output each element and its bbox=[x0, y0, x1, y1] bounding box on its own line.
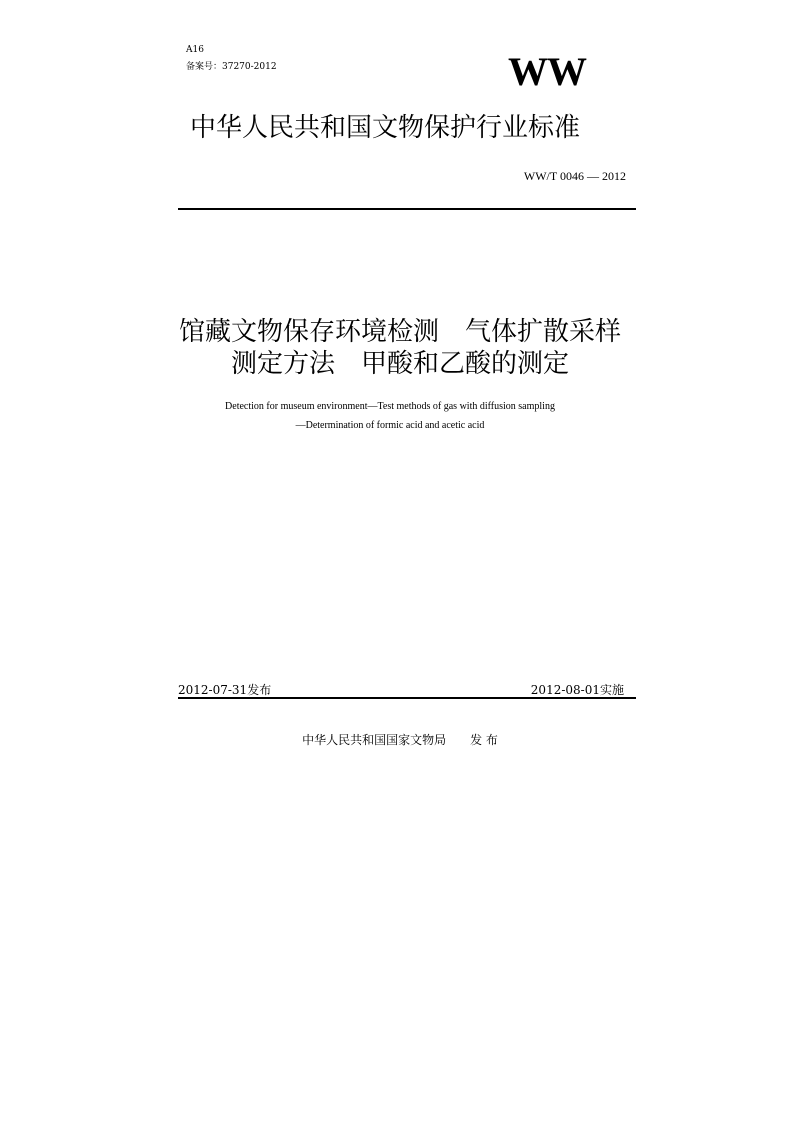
english-title-line-2: —Determination of formic acid and acetic acid bbox=[295, 420, 485, 431]
filing-number: 备案号：37270-2012 bbox=[186, 62, 277, 72]
header-divider bbox=[178, 208, 636, 210]
footer-divider bbox=[178, 697, 636, 699]
publisher: 中华人民共和国国家文物局 发 布 bbox=[302, 733, 498, 747]
standard-category-title: 中华人民共和国文物保护行业标准 bbox=[190, 113, 581, 143]
document-title-line-1: 馆藏文物保存环境检测 气体扩散采样 bbox=[178, 317, 621, 347]
standard-number: WW/T 0046 — 2012 bbox=[523, 169, 626, 183]
english-title-line-1: Detection for museum environment—Test methods of gas with diffusion sampling bbox=[225, 401, 555, 412]
issue-date: 2012-07-31发布 bbox=[178, 683, 272, 697]
document-title-line-2: 测定方法 甲酸和乙酸的测定 bbox=[230, 349, 569, 379]
standard-logo: WW bbox=[508, 49, 586, 94]
classification-code: A16 bbox=[186, 45, 204, 55]
implementation-date: 2012-08-01实施 bbox=[530, 683, 624, 697]
